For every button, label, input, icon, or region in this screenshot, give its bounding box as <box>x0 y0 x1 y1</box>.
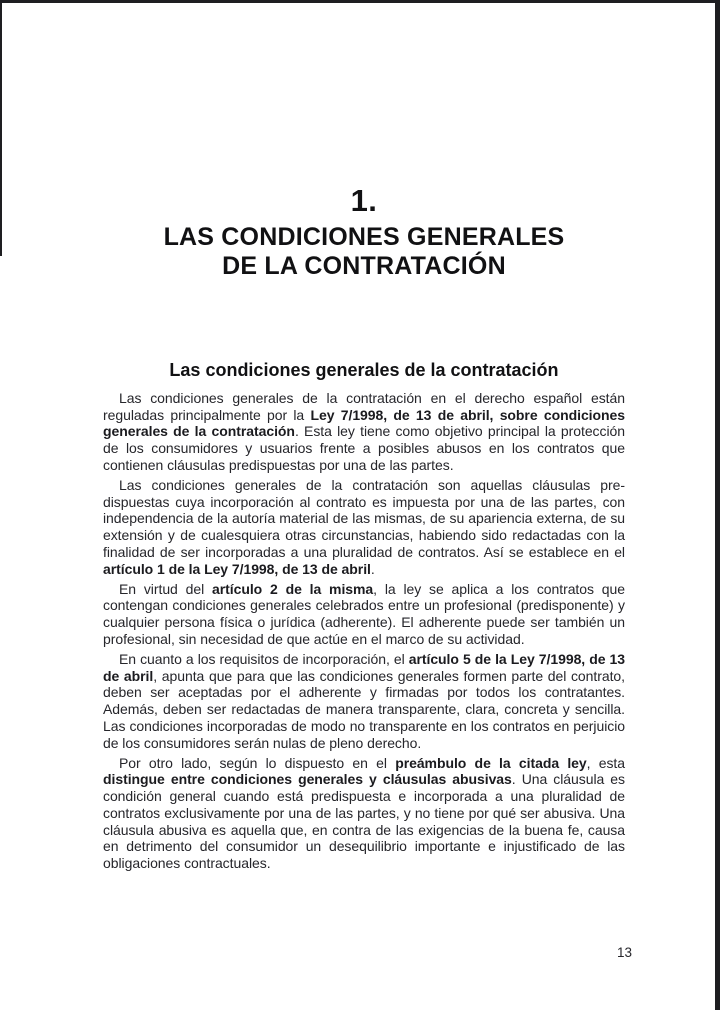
page-number: 13 <box>616 945 632 960</box>
body-paragraph <box>103 477 625 577</box>
body-paragraph <box>103 755 625 872</box>
text-run: Las condiciones generales de la contratación son aquellas cláusulas predispuestas cuya incorporación al contrato es impuesta por una de las partes, con independencia de la autoría material de las mismas, de su apariencia externa, de su extensión y de cualesquiera otras circunstancias, habiendo sido redactadas con la finalidad de ser incorporadas a una pluralidad de contratos. Así se establece en el <box>103 477 625 560</box>
chapter-number: 1. <box>350 183 378 218</box>
text-run: . <box>370 560 375 577</box>
bold-text-run: preámbulo de la citada ley <box>395 754 587 771</box>
body-paragraph <box>103 651 625 751</box>
text-run: . Una cláusula es condición general cuando está predispuesta e incorporada a una pluralidad de contratos exclusivamente por una de las partes, y no tiene por qué ser abusiva. Una cláusula abusiva es aquella que, en contra de las exigencias de la buena fe, causa en detrimento del consumidor un desequilibrio importante e injustificado de las obligaciones contractuales. <box>103 771 625 871</box>
section-heading: Las condiciones generales de la contratación <box>169 360 559 380</box>
text-run: En virtud del <box>119 580 212 597</box>
text-run: Las condiciones generales de la contratación en el derecho español están reguladas principalmente por la <box>103 390 625 423</box>
bold-text-run: distingue entre condiciones generales y cláusulas abusivas <box>103 771 512 788</box>
scan-edge-top <box>0 0 720 3</box>
text-run: En cuanto a los requisitos de incorporación, el <box>119 651 409 668</box>
bold-text-run: artículo 5 de la Ley 7/1998, de 13 de abril <box>103 651 625 684</box>
body-text <box>103 390 625 875</box>
bold-text-run: artículo 1 de la Ley 7/1998, de 13 de abril <box>103 560 371 577</box>
chapter-title <box>75 223 653 281</box>
bold-text-run: artículo 2 de la misma <box>212 580 374 597</box>
scan-edge-right <box>715 0 720 1010</box>
bold-text-run: Ley 7/1998, de 13 de abril, sobre condiciones generales de la contratación <box>103 406 625 440</box>
text-run: , esta <box>586 754 626 771</box>
body-paragraph <box>103 581 625 648</box>
text-run: , apunta que para que las condiciones generales formen parte del contrato, deben ser aceptadas por el adherente y firmadas por todos los contratantes. Además, deben ser redactadas de manera transparente, clara, concreta y sencilla. Las condiciones incorporadas de modo no transparente en los contratos en perjuicio de los consumidores serán nulas de pleno derecho. <box>103 667 625 751</box>
scan-edge-left <box>0 0 2 256</box>
chapter-title-line1: LAS CONDICIONES GENERALES <box>163 223 565 251</box>
body-paragraph <box>103 390 625 474</box>
text-run: . Esta ley tiene como objetivo principal la protección de los consumidores y usuarios frente a posibles abusos en los contratos que contienen cláusulas predispuestas por una de las partes. <box>103 423 625 473</box>
text-run: Por otro lado, según lo dispuesto en el <box>119 754 396 771</box>
text-run: , la ley se aplica a los contratos que contengan condiciones generales celebrados entre un profesional (predisponente) y cualquier persona física o jurídica (adherente). El adherente puede ser también un profesional, sin necesidad de que actúe en el marco de su actividad. <box>103 580 625 647</box>
chapter-title-line2: DE LA CONTRATACIÓN <box>222 252 506 280</box>
